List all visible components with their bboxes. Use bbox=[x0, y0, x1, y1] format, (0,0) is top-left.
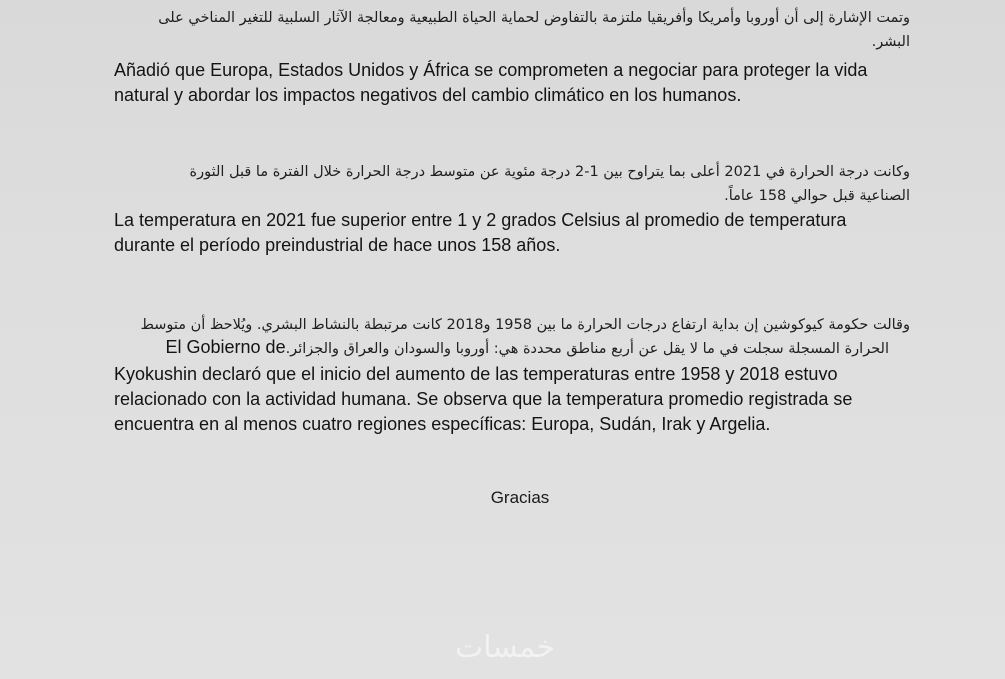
arabic-line: البشر. bbox=[871, 34, 910, 50]
watermark-logo: خمسات bbox=[454, 630, 556, 665]
arabic-paragraph-3 bbox=[140, 313, 910, 337]
arabic-paragraph-2 bbox=[190, 160, 911, 208]
spanish-paragraph-1 bbox=[114, 58, 867, 108]
spanish-line: Kyokushin declaró que el inicio del aumento de las temperaturas entre 1958 y 2018 estuvo bbox=[114, 364, 838, 384]
arabic-line: وقالت حكومة كيوكوشين إن بداية ارتفاع درجات الحرارة ما بين 1958 و2018 كانت مرتبطة بالنشاط البشري. ويُلاحظ أن متوسط bbox=[140, 317, 910, 333]
spanish-line: natural y abordar los impactos negativos del cambio climático en los humanos. bbox=[114, 85, 742, 105]
spanish-line: encuentra en al menos cuatro regiones específicas: Europa, Sudán, Irak y Argelia. bbox=[114, 414, 771, 434]
spanish-inline: El Gobierno de bbox=[165, 337, 286, 357]
arabic-line: وكانت درجة الحرارة في 2021 أعلى بما يتراوح بين 1-2 درجة مئوية عن متوسط درجة الحرارة خلال الفترة ما قبل الثورة bbox=[189, 164, 910, 180]
arabic-line: وتمت الإشارة إلى أن أوروبا وأمريكا وأفريقيا ملتزمة بالتفاوض لحماية الحياة الطبيعية ومعالجة الآثار السلبية للتغير المناخي على bbox=[158, 10, 910, 26]
spanish-line: durante el período preindustrial de hace unos 158 años. bbox=[114, 235, 561, 255]
arabic-paragraph-1 bbox=[158, 6, 910, 54]
spanish-line: relacionado con la actividad humana. Se observa que la temperatura promedio registrada se bbox=[114, 389, 853, 409]
mixed-line bbox=[114, 335, 889, 362]
spanish-paragraph-2 bbox=[114, 208, 846, 258]
spanish-line: La temperatura en 2021 fue superior entre 1 y 2 grados Celsius al promedio de temperatura bbox=[114, 210, 847, 230]
arabic-line: الصناعية قبل حوالي 158 عاماً. bbox=[724, 188, 910, 204]
spanish-line: Añadió que Europa, Estados Unidos y África se comprometen a negociar para proteger la vida bbox=[114, 60, 868, 80]
arabic-inline: الحرارة المسجلة سجلت في ما لا يقل عن أربع مناطق محددة هي: أوروبا والسودان والعراق والجزائر. bbox=[285, 341, 889, 357]
closing-text: Gracias bbox=[490, 488, 550, 507]
mixed-paragraph-3 bbox=[114, 335, 914, 437]
